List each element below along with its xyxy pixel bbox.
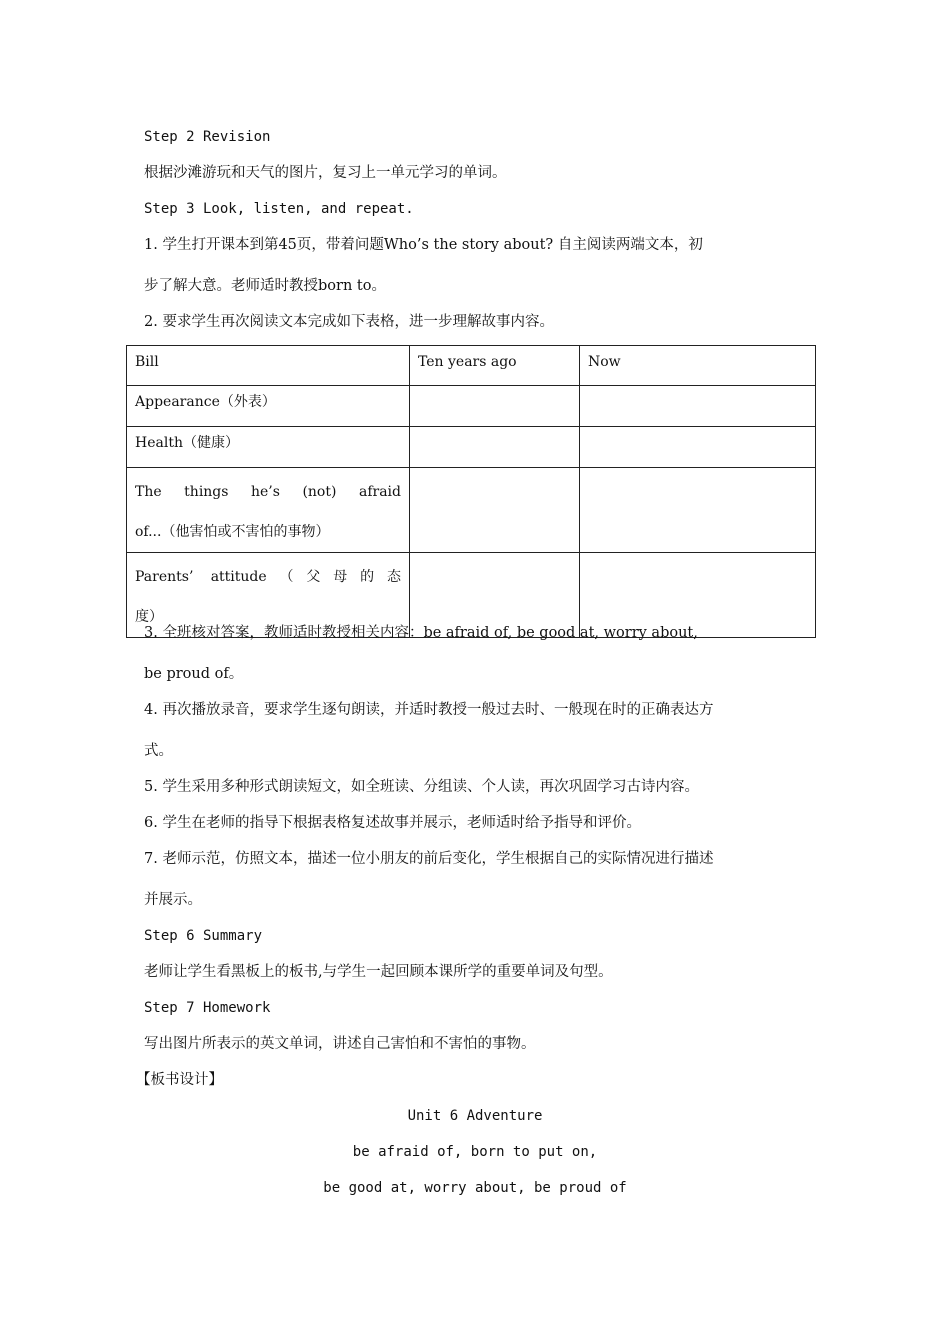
table-cell (410, 427, 580, 468)
table-cell (410, 468, 580, 553)
step2-text: 根据沙滩游玩和天气的图片，复习上一单元学习的单词。 (144, 165, 507, 181)
board-line-unit-title: Unit 6 Adventure (407, 1108, 543, 1124)
step7-title: Step 7 Homework (144, 1000, 271, 1016)
item7-line1: 7. 老师示范，仿照文本，描述一位小朋友的前后变化，学生根据自己的实际情况进行描述 (144, 851, 714, 867)
item6-text: 6. 学生在老师的指导下根据表格复述故事并展示，老师适时给予指导和评价。 (144, 815, 641, 831)
item1-line1: 1. 学生打开课本到第45页，带着问题Who’s the story about? 自主阅读两端文本，初 (144, 237, 703, 253)
step2-title: Step 2 Revision (144, 129, 271, 145)
step6-title: Step 6 Summary (144, 928, 263, 944)
step6-text: 老师让学生看黑板上的板书,与学生一起回顾本课所学的重要单词及句型。 (144, 964, 613, 980)
item4-line2: 式。 (144, 743, 173, 759)
comparison-table (126, 345, 816, 638)
row-label-parents-attitude-line2: 度） (135, 609, 163, 625)
row-label-parents-attitude-line1: Parents’ attitude（父母的态 (135, 569, 401, 585)
row-label-appearance: Appearance（外表） (127, 386, 410, 427)
row-label-things-afraid (127, 468, 410, 553)
table-cell (580, 386, 816, 427)
header-cell-now: Now (580, 346, 816, 386)
row-label-things-afraid-line2: of...（他害怕或不害怕的事物） (135, 524, 330, 540)
table-row (127, 386, 816, 427)
board-line-phrases-1: be afraid of, born to put on, (352, 1144, 598, 1160)
table-row (127, 427, 816, 468)
header-cell-ten-years-ago: Ten years ago (410, 346, 580, 386)
item1-line2: 步了解大意。老师适时教授born to。 (144, 278, 386, 294)
item3-line2: be proud of。 (144, 666, 244, 682)
step7-text: 写出图片所表示的英文单词，讲述自己害怕和不害怕的事物。 (144, 1036, 536, 1052)
item5-text: 5. 学生采用多种形式朗读短文，如全班读、分组读、个人读，再次巩固学习古诗内容。 (144, 779, 699, 795)
table-cell (410, 386, 580, 427)
board-design-heading: 【板书设计】 (136, 1072, 223, 1088)
table-row (127, 468, 816, 553)
item7-line2: 并展示。 (144, 892, 202, 908)
table-cell (580, 427, 816, 468)
item2-text: 2. 要求学生再次阅读文本完成如下表格，进一步理解故事内容。 (144, 314, 554, 330)
row-label-things-afraid-line1: The things he’s (not) afraid (135, 484, 401, 500)
header-cell-bill: Bill (127, 346, 410, 386)
row-label-health: Health（健康） (127, 427, 410, 468)
item4-line1: 4. 再次播放录音，要求学生逐句朗读，并适时教授一般过去时、一般现在时的正确表达方 (144, 702, 714, 718)
item3-line1: 3. 全班核对答案，教师适时教授相关内容：be afraid of, be good at, worry about, (144, 625, 698, 641)
table-cell (580, 468, 816, 553)
step3-title: Step 3 Look, listen, and repeat. (144, 201, 414, 217)
board-line-phrases-2: be good at, worry about, be proud of (323, 1180, 627, 1196)
table-header-row (127, 346, 816, 386)
